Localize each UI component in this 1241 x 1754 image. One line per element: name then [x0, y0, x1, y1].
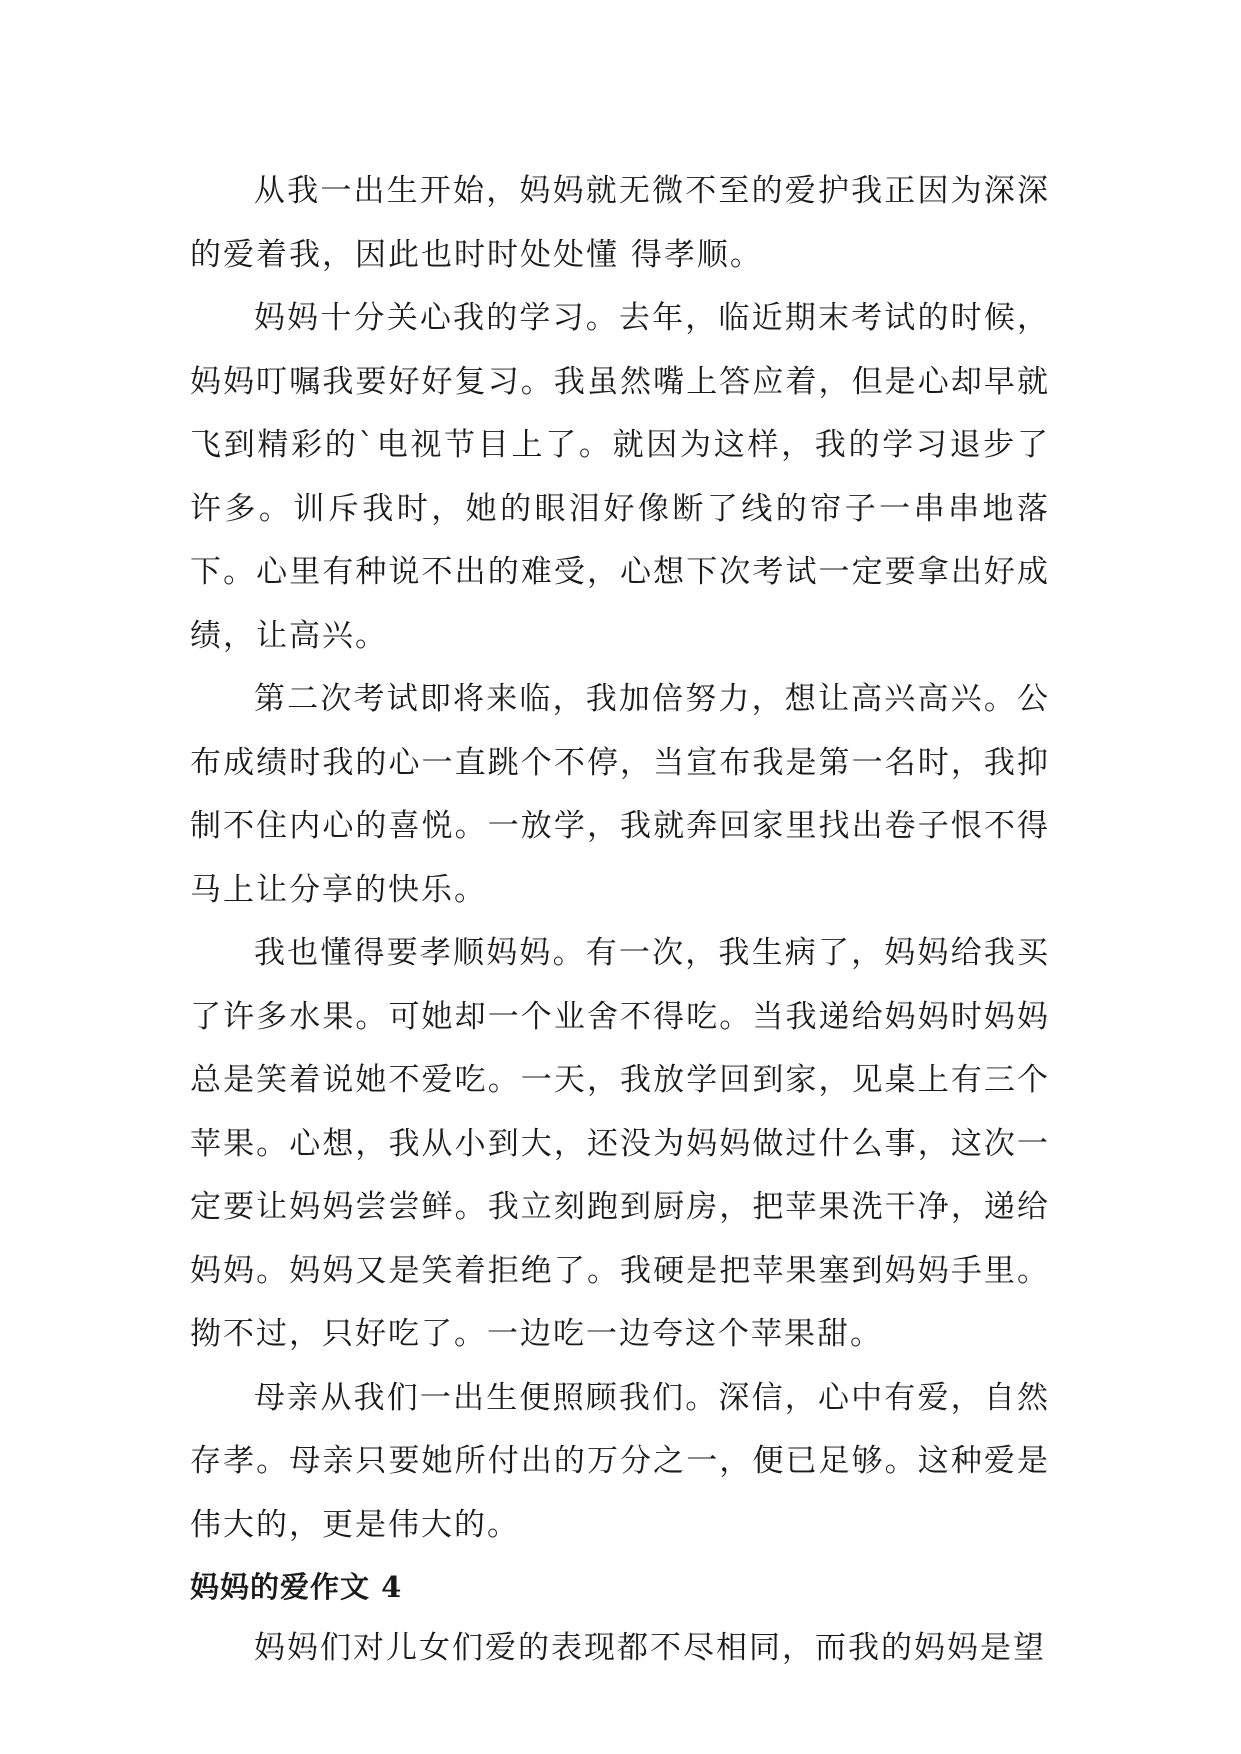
paragraph-1: 从我一出生开始，妈妈就无微不至的爱护我正因为深深的爱着我，因此也时时处处懂 得孝顺。: [190, 173, 1050, 273]
paragraph-5: 母亲从我们一出生便照顾我们。深信，心中有爱，自然存孝。母亲只要她所付出的万分之一，便已足够。这种爱是伟大的，更是伟大的。: [190, 1379, 1050, 1543]
paragraph-6: 妈妈们对儿女们爱的表现都不尽相同，而我的妈妈是望: [254, 1630, 1046, 1666]
paragraph-2: 妈妈十分关心我的学习。去年，临近期末考试的时候，妈妈叮嘱我要好好复习。我虽然嘴上答应着，但是心却早就飞到精彩的`电视节目上了。就因为这样，我的学习退步了许多。训斥我时，她的眼泪好像断了线的帘子一串串地落下。心里有种说不出的难受，心想下次考试一定要拿出好成绩，让高兴。: [190, 300, 1050, 654]
section-heading: 妈妈的爱作文 4: [190, 1570, 403, 1604]
paragraph-3: 第二次考试即将来临，我加倍努力，想让高兴高兴。公布成绩时我的心一直跳个不停，当宣布我是第一名时，我抑制不住内心的喜悦。一放学，我就奔回家里找出卷子恨不得马上让分享的快乐。: [190, 681, 1050, 908]
paragraph-4: 我也懂得要孝顺妈妈。有一次，我生病了，妈妈给我买了许多水果。可她却一个业舍不得吃。当我递给妈妈时妈妈总是笑着说她不爱吃。一天，我放学回到家，见桌上有三个苹果。心想，我从小到大，还没为妈妈做过什么事，这次一定要让妈妈尝尝鲜。我立刻跑到厨房，把苹果洗干净，递给妈妈。妈妈又是笑着拒绝了。我硬是把苹果塞到妈妈手里。拗不过，只好吃了。一边吃一边夸这个苹果甜。: [190, 935, 1050, 1352]
text-column: [190, 160, 1050, 1681]
